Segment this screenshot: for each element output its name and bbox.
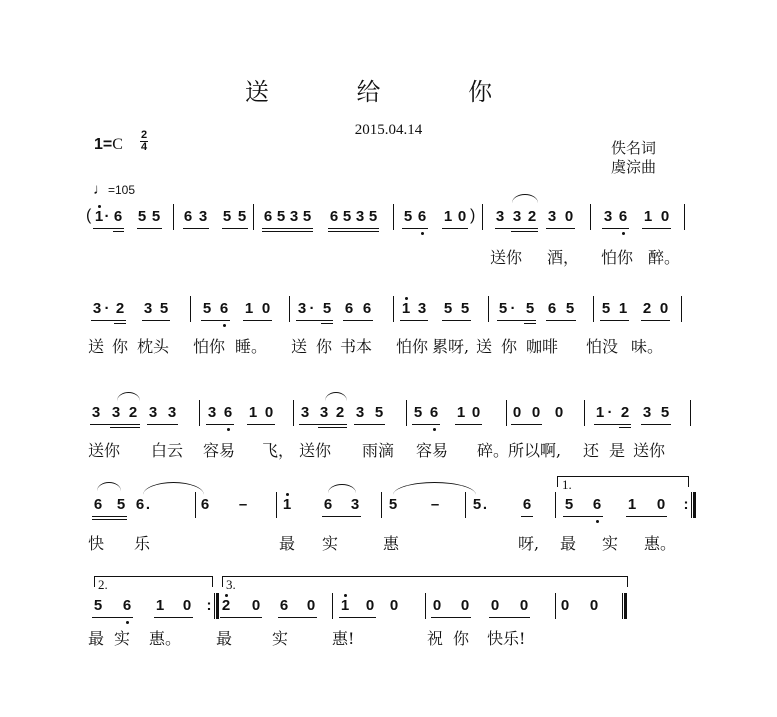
underline-beam <box>412 424 440 425</box>
underline-beam <box>206 424 234 425</box>
note: 5 <box>322 300 332 317</box>
lyric: 怕你 <box>601 248 634 267</box>
note: 3 <box>300 404 310 421</box>
underline-beam <box>600 320 629 321</box>
underline-beam <box>220 617 262 618</box>
note: 6 <box>362 300 372 317</box>
underline-beam <box>321 323 333 324</box>
volta-label-1: 1. <box>562 477 572 492</box>
barline <box>681 296 682 322</box>
lyric: 送 <box>291 337 308 356</box>
underline-beam <box>455 424 482 425</box>
note: 3 <box>148 404 158 421</box>
lyric: 碎。 <box>477 441 510 460</box>
tempo-value: =105 <box>108 183 136 197</box>
lyric: 你 <box>112 337 129 356</box>
underline-beam <box>201 320 230 321</box>
underline-beam <box>524 320 536 321</box>
barline <box>584 400 585 426</box>
note: 6 <box>429 404 439 421</box>
note: 0 <box>490 597 500 614</box>
octave-up-dot <box>344 594 347 597</box>
note: 5 <box>525 300 535 317</box>
volta-label-2: 2. <box>98 577 108 592</box>
note: 0 <box>182 597 192 614</box>
note: 6 <box>329 208 339 225</box>
note: 0 <box>589 597 599 614</box>
note: 5 <box>342 208 352 225</box>
barline <box>684 204 685 230</box>
lyric: 你 <box>453 629 470 648</box>
lyric: 飞， <box>262 441 295 460</box>
barline <box>506 400 507 426</box>
lyric: 是 <box>609 441 626 460</box>
note: 1 <box>94 208 104 225</box>
lyric: 惠! <box>332 629 355 648</box>
lyric: 白云 <box>151 441 184 460</box>
octave-up-dot <box>225 594 228 597</box>
barline <box>488 296 489 322</box>
underline-beam <box>318 427 347 428</box>
final-barline <box>622 593 627 619</box>
lyric: 实 <box>602 534 619 553</box>
underline-beam <box>339 617 376 618</box>
note: 3 <box>143 300 153 317</box>
lyric: 枕头 <box>137 337 170 356</box>
note: 5 <box>159 300 169 317</box>
tempo-marking <box>93 181 135 198</box>
underline-beam <box>626 516 667 517</box>
lyric: 送 <box>476 337 493 356</box>
key-note: C <box>112 136 123 153</box>
note: – <box>238 496 248 513</box>
barline <box>465 492 466 518</box>
underline-beam <box>113 228 124 229</box>
note: 3 <box>111 404 121 421</box>
note: 6 <box>122 597 132 614</box>
tie-slur <box>512 194 538 203</box>
note: 0 <box>519 597 529 614</box>
note: 2 <box>335 404 345 421</box>
note: 3 <box>198 208 208 225</box>
lyric: 书本 <box>340 337 373 356</box>
underline-beam <box>511 424 542 425</box>
barline <box>253 204 254 230</box>
quarter-note-icon: ♩ <box>93 181 108 198</box>
note: 6 <box>200 496 210 513</box>
octave-down-dot <box>126 621 129 624</box>
underline-beam <box>619 424 631 425</box>
lyric: 所以啊, <box>508 441 562 460</box>
key-signature <box>94 136 123 154</box>
note: 1 <box>155 597 165 614</box>
note: 0 <box>471 404 481 421</box>
note: 0 <box>389 597 399 614</box>
note: 6 <box>183 208 193 225</box>
note: 3 <box>289 208 299 225</box>
barline <box>555 492 556 518</box>
underline-beam <box>402 228 428 229</box>
composer: 虞淙曲 <box>611 158 657 176</box>
note: 5 <box>151 208 161 225</box>
note: 5 <box>564 496 574 513</box>
note: 1 <box>401 300 411 317</box>
note: 1 <box>618 300 628 317</box>
note: . <box>482 496 488 513</box>
underline-beam <box>147 424 178 425</box>
tie-slur <box>393 482 476 495</box>
underline-beam <box>328 231 379 232</box>
note: · <box>607 404 613 421</box>
barline <box>195 492 196 518</box>
note: 6 <box>93 496 103 513</box>
note: 5 <box>498 300 508 317</box>
note: · <box>104 300 110 317</box>
octave-down-dot <box>596 520 599 523</box>
underline-beam <box>92 516 127 517</box>
lyric: 容易 <box>416 441 449 460</box>
note: 0 <box>660 208 670 225</box>
barline <box>593 296 594 322</box>
lyric: 送你 <box>633 441 666 460</box>
underline-beam <box>641 320 670 321</box>
note: 0 <box>264 404 274 421</box>
note: 3 <box>319 404 329 421</box>
note: 5 <box>276 208 286 225</box>
note: 3 <box>91 404 101 421</box>
time-numerator: 2 <box>141 129 148 141</box>
underline-beam <box>183 228 209 229</box>
note: 3 <box>495 208 505 225</box>
note: 0 <box>659 300 669 317</box>
volta-label-3: 3. <box>226 577 236 592</box>
note: 5 <box>565 300 575 317</box>
underline-beam <box>322 516 361 517</box>
underline-beam <box>278 617 317 618</box>
note: 0 <box>564 208 574 225</box>
note: 3 <box>417 300 427 317</box>
underline-beam <box>642 228 671 229</box>
underline-beam <box>262 228 313 229</box>
barline <box>293 400 294 426</box>
note: 5 <box>137 208 147 225</box>
note: 6 <box>263 208 273 225</box>
lyric: 最 <box>279 534 296 553</box>
underline-beam <box>92 617 133 618</box>
note: 6 <box>344 300 354 317</box>
time-denominator: 4 <box>141 141 148 153</box>
note: 0 <box>365 597 375 614</box>
underline-beam <box>521 516 533 517</box>
lyric: 惠。 <box>644 534 677 553</box>
tie-slur <box>117 392 140 401</box>
time-signature <box>140 130 148 153</box>
lyric: 实 <box>114 629 131 648</box>
note: : <box>683 496 689 513</box>
octave-up-dot <box>405 297 408 300</box>
tie-slur <box>325 392 347 401</box>
barline <box>482 204 483 230</box>
note: 5 <box>237 208 247 225</box>
note: 5 <box>388 496 398 513</box>
note: 1 <box>244 300 254 317</box>
underline-beam <box>110 427 140 428</box>
underline-beam <box>546 228 575 229</box>
paren-close: ) <box>470 207 476 224</box>
note: 6 <box>279 597 289 614</box>
note: . <box>145 496 151 513</box>
note: 1 <box>248 404 258 421</box>
note: 6 <box>113 208 123 225</box>
lyric: 最 <box>560 534 577 553</box>
note: 3 <box>207 404 217 421</box>
lyric: 咖啡 <box>526 337 559 356</box>
lyricist: 佚名词 <box>611 139 657 157</box>
underline-beam <box>400 320 428 321</box>
lyric: 容易 <box>203 441 236 460</box>
song-title: 送 给 你 <box>244 78 533 106</box>
note: 0 <box>560 597 570 614</box>
note: 3 <box>355 208 365 225</box>
note: 5 <box>472 496 482 513</box>
barline <box>276 492 277 518</box>
note: 5 <box>368 208 378 225</box>
note: 3 <box>167 404 177 421</box>
note: 0 <box>261 300 271 317</box>
barline <box>393 296 394 322</box>
note: 6 <box>219 300 229 317</box>
tie-slur <box>328 484 356 493</box>
volta-bracket-1 <box>557 476 689 487</box>
note: 6 <box>618 208 628 225</box>
note: 0 <box>432 597 442 614</box>
underline-beam <box>114 323 126 324</box>
lyric: 送 <box>88 337 105 356</box>
underline-beam <box>489 617 530 618</box>
note: 2 <box>527 208 537 225</box>
note: 0 <box>306 597 316 614</box>
underline-beam <box>328 228 379 229</box>
note: · <box>510 300 516 317</box>
lyric: 送你 <box>299 441 332 460</box>
underline-beam <box>262 231 313 232</box>
underline-beam <box>142 320 170 321</box>
note: 6 <box>135 496 145 513</box>
note: 1 <box>595 404 605 421</box>
note: 5 <box>460 300 470 317</box>
underline-beam <box>511 228 538 229</box>
barline <box>199 400 200 426</box>
lyric: 酒， <box>547 248 580 267</box>
barline <box>190 296 191 322</box>
underline-beam <box>442 320 471 321</box>
octave-down-dot <box>421 232 424 235</box>
underline-beam <box>92 519 127 520</box>
tie-slur <box>143 482 204 495</box>
note: 5 <box>403 208 413 225</box>
note: 2 <box>642 300 652 317</box>
note: 5 <box>222 208 232 225</box>
note: 3 <box>512 208 522 225</box>
note: 5 <box>601 300 611 317</box>
lyric: 快 <box>88 534 105 553</box>
note: 1 <box>340 597 350 614</box>
note: 1 <box>643 208 653 225</box>
underline-beam <box>113 231 124 232</box>
paren-open: ( <box>86 207 92 224</box>
note: 3 <box>642 404 652 421</box>
note: 6 <box>592 496 602 513</box>
note: : <box>206 597 212 614</box>
barline <box>173 204 174 230</box>
underline-beam <box>243 320 272 321</box>
note: 0 <box>457 208 467 225</box>
note: 2 <box>221 597 231 614</box>
lyric: 睡。 <box>235 337 268 356</box>
barline <box>690 400 691 426</box>
volta-bracket-2 <box>94 576 213 587</box>
date: 2015.04.14 <box>354 122 423 138</box>
tie-slur <box>97 482 121 491</box>
note: 2 <box>128 404 138 421</box>
octave-down-dot <box>433 428 436 431</box>
note: 5 <box>202 300 212 317</box>
final-barline <box>214 593 219 619</box>
lyric: 你 <box>316 337 333 356</box>
lyric: 最 <box>216 629 233 648</box>
underline-beam <box>442 228 468 229</box>
octave-down-dot <box>227 428 230 431</box>
key-label: 1= <box>94 136 113 153</box>
barline <box>590 204 591 230</box>
credits <box>611 139 656 177</box>
note: 2 <box>620 404 630 421</box>
note: 3 <box>355 404 365 421</box>
note: 5 <box>374 404 384 421</box>
lyric: 怕你 <box>396 337 429 356</box>
lyric: 实 <box>322 534 339 553</box>
note: 3 <box>547 208 557 225</box>
barline <box>425 593 426 619</box>
note: 0 <box>460 597 470 614</box>
note: 5 <box>413 404 423 421</box>
lyric: 呀, <box>518 534 540 553</box>
note: 5 <box>443 300 453 317</box>
underline-beam <box>343 320 373 321</box>
note: 0 <box>251 597 261 614</box>
underline-beam <box>431 617 471 618</box>
underline-beam <box>154 617 193 618</box>
note: 0 <box>531 404 541 421</box>
lyric: 惠。 <box>149 629 182 648</box>
underline-beam <box>602 228 629 229</box>
barline <box>332 593 333 619</box>
barline <box>393 204 394 230</box>
lyric: 惠 <box>383 534 400 553</box>
lyric: 雨滴 <box>362 441 395 460</box>
lyric: 累呀, <box>432 337 470 356</box>
lyric: 最 <box>88 629 105 648</box>
lyric: 醉。 <box>648 248 681 267</box>
note: 0 <box>656 496 666 513</box>
note: · <box>309 300 315 317</box>
underline-beam <box>321 320 333 321</box>
underline-beam <box>114 320 126 321</box>
note: 6 <box>417 208 427 225</box>
note: 6 <box>323 496 333 513</box>
note: 6 <box>547 300 557 317</box>
lyric: 怕你 <box>193 337 226 356</box>
underline-beam <box>354 424 385 425</box>
underline-beam <box>619 427 631 428</box>
lyric: 实 <box>272 629 289 648</box>
lyric: 你 <box>501 337 518 356</box>
underline-beam <box>137 228 162 229</box>
volta-bracket-3 <box>222 576 628 587</box>
note: 2 <box>115 300 125 317</box>
underline-beam <box>247 424 275 425</box>
note: 0 <box>512 404 522 421</box>
note: 1 <box>456 404 466 421</box>
note: – <box>430 496 440 513</box>
underline-beam <box>110 424 140 425</box>
underline-beam <box>318 424 347 425</box>
note: 1 <box>443 208 453 225</box>
underline-beam <box>511 231 538 232</box>
underline-beam <box>222 228 248 229</box>
note: 3 <box>350 496 360 513</box>
barline <box>381 492 382 518</box>
lyric: 送你 <box>490 248 523 267</box>
lyric: 乐 <box>134 534 151 553</box>
note: 5 <box>116 496 126 513</box>
underline-beam <box>524 323 536 324</box>
barline <box>289 296 290 322</box>
note: 5 <box>660 404 670 421</box>
final-barline <box>691 492 696 518</box>
lyric: 送你 <box>88 441 121 460</box>
lyric: 味。 <box>631 337 664 356</box>
note: 6 <box>522 496 532 513</box>
barline <box>555 593 556 619</box>
note: 0 <box>554 404 564 421</box>
lyric: 还 <box>583 441 600 460</box>
octave-down-dot <box>223 324 226 327</box>
note: 3 <box>297 300 307 317</box>
note: 5 <box>302 208 312 225</box>
lyric: 快乐! <box>487 629 526 648</box>
underline-beam <box>563 516 603 517</box>
underline-beam <box>546 320 576 321</box>
note: 1 <box>627 496 637 513</box>
note: 3 <box>603 208 613 225</box>
barline <box>406 400 407 426</box>
lyric: 怕没 <box>586 337 619 356</box>
note: 5 <box>93 597 103 614</box>
octave-up-dot <box>286 493 289 496</box>
note: 3 <box>92 300 102 317</box>
octave-down-dot <box>622 232 625 235</box>
underline-beam <box>641 424 671 425</box>
note: · <box>104 208 110 225</box>
note: 6 <box>223 404 233 421</box>
lyric: 祝 <box>427 629 444 648</box>
note: 1 <box>282 496 292 513</box>
